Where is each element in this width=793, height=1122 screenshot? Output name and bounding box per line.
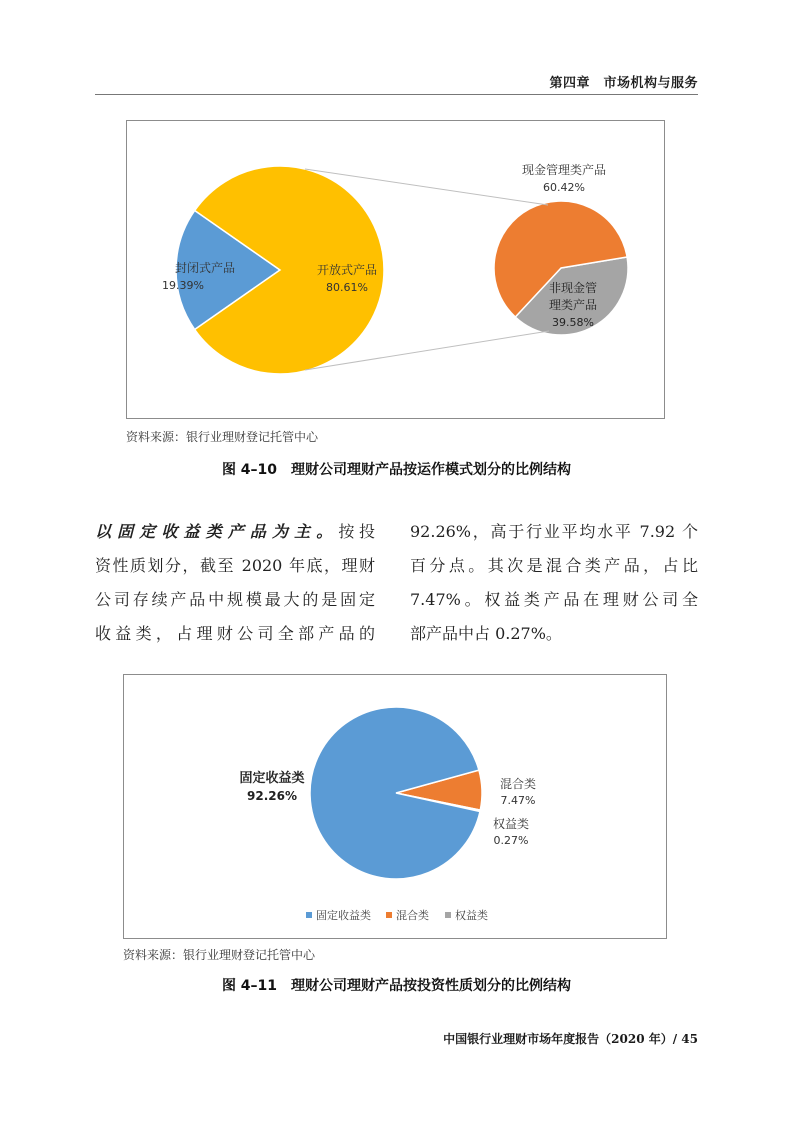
- header-rule: [95, 94, 698, 95]
- closed-pct: 19.39%: [162, 279, 204, 292]
- legend-swatch-mixed: [386, 912, 392, 918]
- figure2-legend: [306, 908, 488, 922]
- fixed-pct: 92.26%: [247, 789, 297, 803]
- body-left-line-1: [95, 515, 375, 549]
- page-footer: 中国银行业理财市场年度报告（2020 年）/ 45: [443, 1032, 698, 1046]
- closed-label: 封闭式产品: [174, 261, 236, 275]
- figure1-pie-of-pie: [127, 121, 664, 418]
- body-right-line-4: 部产品中占 0.27%。: [410, 624, 562, 643]
- figure2-chart-box: [123, 674, 667, 939]
- figure1-caption: 图 4–10 理财公司理财产品按运作模式划分的比例结构: [221, 462, 572, 478]
- legend-equity: 权益类: [455, 909, 488, 922]
- body-left-line-3: 公司存续产品中规模最大的是固定: [95, 590, 375, 609]
- figure2-pie: [124, 675, 666, 938]
- open-label: 开放式产品: [316, 263, 378, 277]
- figure1-source: 资料来源：银行业理财登记托管中心: [126, 430, 319, 444]
- body-right-line-2: 百分点。其次是混合类产品，占比: [410, 556, 698, 575]
- noncash-label-line2: 理类产品: [548, 298, 598, 312]
- body-left-line-1-text: 按投: [338, 522, 375, 541]
- legend-mixed: 混合类: [396, 909, 429, 922]
- legend-fixed: 固定收益类: [316, 909, 371, 922]
- body-right-column: [410, 515, 698, 651]
- noncash-pct: 39.58%: [552, 316, 594, 329]
- noncash-label-line1: 非现金管: [548, 281, 598, 295]
- equity-pct: 0.27%: [493, 834, 529, 847]
- cash-pct: 60.42%: [543, 181, 585, 194]
- figure1-chart-box: [126, 120, 665, 419]
- lead-phrase: 以固定收益类产品为主。: [95, 522, 339, 541]
- body-right-line-1: 92.26%，高于行业平均水平 7.92 个: [410, 522, 698, 541]
- body-left-column: [95, 515, 375, 651]
- body-left-line-2: 资性质划分，截至 2020 年底，理财: [95, 556, 375, 575]
- fixed-label: 固定收益类: [239, 771, 305, 786]
- mixed-pct: 7.47%: [500, 794, 536, 807]
- equity-label: 权益类: [492, 817, 530, 831]
- open-pct: 80.61%: [326, 281, 368, 294]
- chapter-header: 第四章 市场机构与服务: [549, 76, 698, 91]
- cash-label: 现金管理类产品: [521, 163, 607, 177]
- body-left-line-4: 收益类，占理财公司全部产品的: [95, 624, 375, 643]
- figure2-caption: 图 4–11 理财公司理财产品按投资性质划分的比例结构: [221, 978, 572, 994]
- legend-swatch-fixed: [306, 912, 312, 918]
- mixed-label: 混合类: [499, 777, 537, 791]
- figure2-source: 资料来源：银行业理财登记托管中心: [123, 948, 316, 962]
- legend-swatch-equity: [445, 912, 451, 918]
- body-right-line-3: 7.47%。权益类产品在理财公司全: [410, 590, 698, 609]
